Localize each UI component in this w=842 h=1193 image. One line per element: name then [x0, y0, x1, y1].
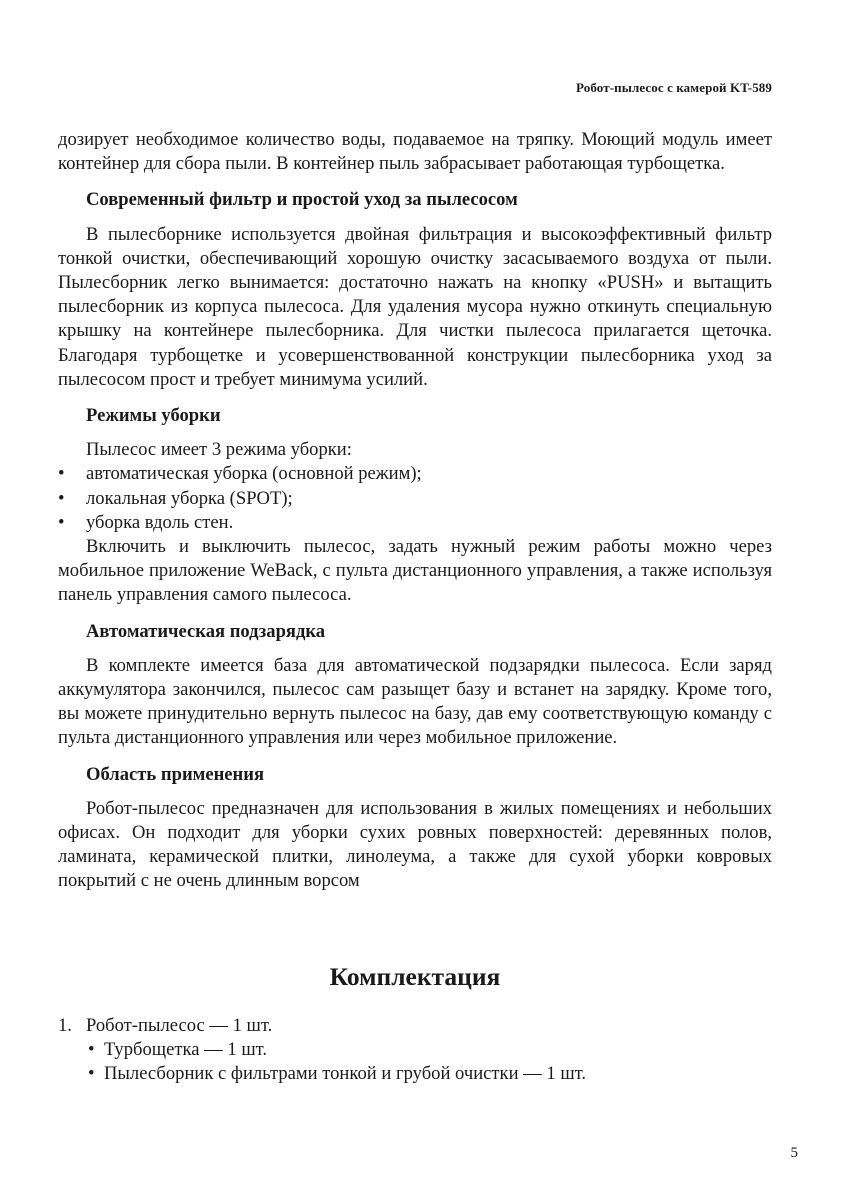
list-item: • Турбощетка — 1 шт.	[86, 1038, 772, 1062]
filter-paragraph: В пылесборнике используется двойная фильтрация и высокоэффективный фильтр тонкой очистки, обеспечивающий хорошую очистку засасываемого воздуха от пыли. Пылесборник легко вынимается: достаточно нажать на кнопку «PUSH» и вытащить пылесборник из корпуса пылесоса. Для удаления мусора нужно откинуть специальную крышку на контейнере пылесборника. Для чистки пылесоса прилагается щеточка. Благодаря турбощетке и усовершенствованной конструкции пылесборника уход за пылесосом прост и требует минимума усилий.	[58, 223, 772, 390]
running-header: Робот-пылесос с камерой KT-589	[576, 80, 772, 95]
page-content	[58, 128, 772, 1087]
package-sub-list	[86, 1038, 772, 1086]
modes-heading: Режимы уборки	[86, 405, 221, 427]
list-item: • Пылесборник с фильтрами тонкой и грубой очистки — 1 шт.	[86, 1062, 772, 1086]
usage-heading: Область применения	[86, 763, 265, 785]
page-number: 5	[790, 1145, 798, 1161]
usage-paragraph: Робот-пылесос предназначен для использования в жилых помещениях и небольших офисах. Он подходит для уборки сухих ровных поверхностей: деревянных полов, ламината, керамической плитки, линолеума, а также для сухой уборки ковровых покрытий с не очень длинным ворсом	[58, 797, 772, 892]
charging-heading: Автоматическая подзарядка	[86, 620, 326, 642]
modes-intro: Пылесос имеет 3 режима уборки:	[86, 439, 352, 461]
list-item	[58, 1014, 772, 1087]
charging-paragraph: В комплекте имеется база для автоматической подзарядки пылесоса. Если заряд аккумулятора закончился, пылесос сам разыщет базу и встанет на зарядку. Кроме того, вы можете принудительно вернуть пылесос на базу, дав ему соответствующую команду с пульта дистанционного управления или через мобильное приложение.	[58, 654, 772, 749]
package-title: Комплектация	[329, 961, 501, 991]
list-item: • локальная уборка (SPOT);	[58, 487, 772, 511]
package-list	[58, 1014, 772, 1087]
list-item: • уборка вдоль стен.	[58, 511, 772, 535]
list-item: • автоматическая уборка (основной режим);	[58, 462, 772, 486]
modes-paragraph: Включить и выключить пылесос, задать нужный режим работы можно через мобильное приложение WeBack, с пульта дистанционного управления, а также используя панель управления самого пылесоса.	[58, 536, 772, 606]
filter-heading: Современный фильтр и простой уход за пылесосом	[86, 189, 518, 211]
intro-paragraph: дозирует необходимое количество воды, подаваемое на тряпку. Моющий модуль имеет контейнер для сбора пыли. В контейнер пыль забрасывает работающая турбощетка.	[58, 129, 772, 175]
item-number: 1.	[58, 1014, 72, 1036]
modes-list	[58, 462, 772, 535]
item-label: Робот-пылесос — 1 шт.	[86, 1014, 273, 1036]
